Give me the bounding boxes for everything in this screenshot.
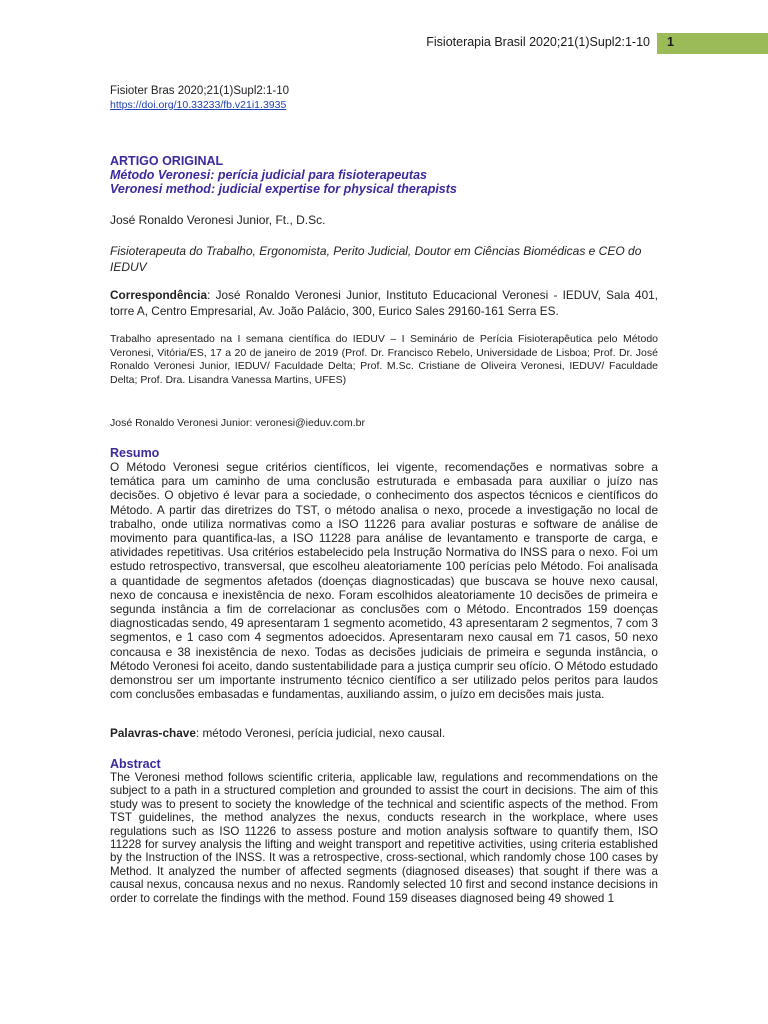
author-line: José Ronaldo Veronesi Junior, Ft., D.Sc. [110,213,326,227]
article-type: ARTIGO ORIGINAL [110,154,224,168]
abstract-body: The Veronesi method follows scientific criteria, applicable law, regulations and recommendations on the subject to a path in a structured completion and grounded to assist the court in decisions. The aim of this study was to present to society the knowledge of the technical and scientific aspects of the method. From TST guidelines, the method analyzes the nexus, conducts research in the workplace, where uses regulations such as ISO 11226 to assess posture and motion analysis software to quantify them, ISO 11228 for survey analysis the lifting and weight transport and repetitive activities, using criteria established by the Instruction of the INSS. It was a retrospective, cross-sectional, which randomly chose 100 cases by Method. It analyzed the number of affected segments (diagnosed diseases) that sought if there was a causal nexus, concausa nexus and no nexus. Randomly selected 10 first and second instance decisions in order to correlate the findings with the method. Found 159 diseases diagnosed being 49 showed 1 [110,771,658,905]
affiliation: Fisioterapeuta do Trabalho, Ergonomista, Perito Judicial, Doutor em Ciências Biomédicas e CEO do IEDUV [110,244,642,274]
resumo-heading: Resumo [110,446,160,460]
presentation-note: Trabalho apresentado na I semana científica do IEDUV – I Seminário de Perícia Fisioterapêutica pelo Método Veronesi, Vitória/ES, 17 a 20 de janeiro de 2019 (Prof. Dr. Francisco Rebelo, Universidade de Lisboa; Prof. Dr. José Ronaldo Veronesi Junior, IEDUV/ Faculdade Delta; Prof. M.Sc. Cristiane de Oliveira Veronesi, IEDUV/ Faculdade Delta; Prof. Dra. Lisandra Vanessa Martins, UFES) [110,333,658,386]
resumo-body: O Método Veronesi segue critérios científicos, lei vigente, recomendações e normativas sobre a temática para um caminho de uma conclusão estruturada e embasada para auxiliar o juízo nas decisões. O objetivo é levar para a sociedade, o conhecimento dos aspectos técnicos e científicos do Método. A partir das diretrizes do TST, o método analisa o nexo, procede a investigação no local de trabalho, onde utiliza normativas como a ISO 11226 para avaliar posturas e software de análise de movimento para quantifica-las, a ISO 11228 para análise de levantamento e transporte de carga, e atividades repetitivas. Usa critérios estabelecido pela Instrução Normativa do INSS para o nexo. Foi um estudo retrospectivo, transversal, que escolheu aleatoriamente 100 perícias pelo Método. Foi analisada a quantidade de segmentos afetados (doenças diagnosticadas) que buscava se houve nexo causal, nexo de concausa e inexistência de nexo. Foram escolhidos aleatoriamente 10 decisões de primeira e segunda instância a fim de correlacionar as conclusões com o Método. Encontrados 159 doenças diagnosticadas sendo, 49 apresentaram 1 segmento acometido, 43 apresentaram 2 segmentos, 7 com 3 segmentos, e 1 caso com 4 segmentos adoecidos. Apresentaram nexo causal em 71 casos, 50 nexo concausa e 38 inexistência de nexo. Todas as decisões judiciais de primeira e segunda instância, o Método Veronesi foi aceito, dando sustentabilidade para a justiça cumprir seu ofício. O Método estudado demonstrou ser um importante instrumento técnico científico a ser utilizado pelos peritos para laudos com conclusões embasadas e fundamentas, auxiliando assim, o juízo em decisões mais justa. [110,460,658,702]
keywords-text: : método Veronesi, perícia judicial, nexo causal. [195,726,446,740]
abstract-heading: Abstract [110,757,161,771]
page-number-badge: 1 [657,33,768,54]
keywords-label: Palavras-chave [110,726,196,740]
running-header: Fisioterapia Brasil 2020;21(1)Supl2:1-10 [426,35,650,49]
short-reference: Fisioter Bras 2020;21(1)Supl2:1-10 [110,85,289,97]
correspondence-label: Correspondência [110,288,208,302]
author-email: José Ronaldo Veronesi Junior: veronesi@ieduv.com.br [110,417,366,429]
title-english: Veronesi method: judicial expertise for physical therapists [110,182,457,196]
title-portuguese: Método Veronesi: perícia judicial para fisioterapeutas [110,168,427,182]
title-block [110,154,658,196]
citation-block [110,84,658,112]
correspondence-text: : José Ronaldo Veronesi Junior, Instituto Educacional Veronesi - IEDUV, Sala 401, torre A, Centro Empresarial, Av. João Palácio, 300, Eurico Sales 29160-161 Serra ES. [110,288,658,318]
correspondence [110,288,658,319]
doi-link[interactable]: https://doi.org/10.33233/fb.v21i1.3935 [110,99,287,111]
keywords [110,726,658,740]
